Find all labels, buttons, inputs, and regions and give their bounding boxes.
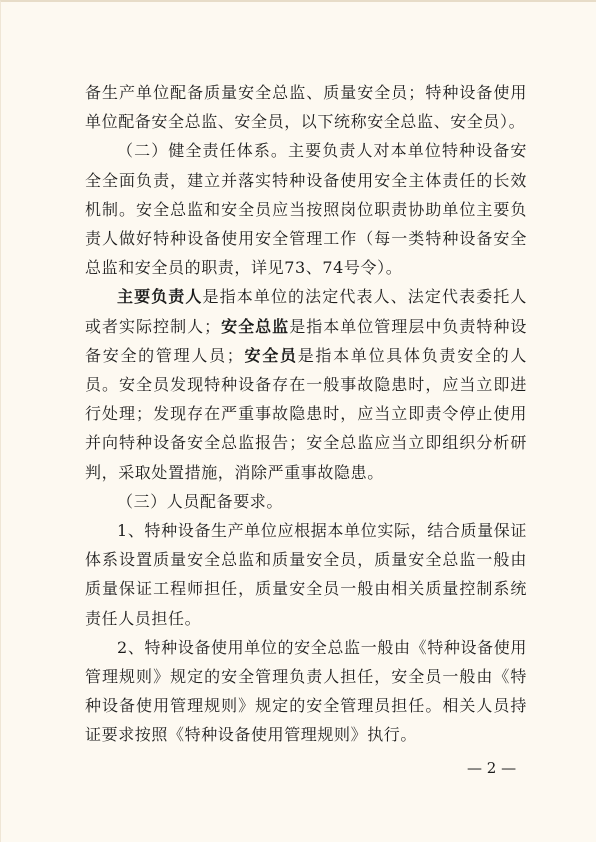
term-main-responsible-person: 主要负责人 <box>117 287 203 307</box>
paragraph-responsibility-system <box>85 136 527 282</box>
paragraph-user-units <box>85 633 527 750</box>
heading-text: （三）人员配备要求。 <box>117 491 284 511</box>
page-number: — 2 — <box>467 759 517 777</box>
paragraph-text: 是指本单位管理层中负责特种设备安全的管理人员； <box>85 316 527 365</box>
paragraph-text: 是指本单位的法定代表人、法定代表委托人或者实际控制人； <box>85 287 527 336</box>
paragraph-text: 备生产单位配备质量安全总监、质量安全员；特种设备使用单位配备安全总监、安全员，以下统称安全总监、安全员）。 <box>85 83 527 132</box>
paragraph-production-units <box>85 516 527 633</box>
term-safety-director: 安全总监 <box>220 316 290 336</box>
paragraph-text: 是指本单位具体负责安全的人员。安全员发现特种设备存在一般事故隐患时，应当立即进行处理；发现存在严重事故隐患时，应当立即责令停止使用并向特种设备安全总监报告；安全总监应当立即组织分析研判，采取处置措施，消除严重事故隐患。 <box>85 345 527 482</box>
section-heading-staffing <box>85 487 527 516</box>
term-safety-officer: 安全员 <box>243 345 298 365</box>
paragraph-text: （二）健全责任体系。主要负责人对本单位特种设备安全全面负责，建立并落实特种设备使用安全主体责任的长效机制。安全总监和安全员应当按照岗位职责协助单位主要负责人做好特种设备使用安全管理工作（每一类特种设备安全总监和安全员的职责，详见73、74号令）。 <box>85 141 527 278</box>
paragraph-text: 2、特种设备使用单位的安全总监一般由《特种设备使用管理规则》规定的安全管理负责人担任，安全员一般由《特种设备使用管理规则》规定的安全管理员担任。相关人员持证要求按照《特种设备使用管理规则》执行。 <box>85 637 527 745</box>
paragraph-text: 1、特种设备生产单位应根据本单位实际，结合质量保证体系设置质量安全总监和质量安全员，质量安全总监一般由质量保证工程师担任，质量安全员一般由相关质量控制系统责任人员担任。 <box>85 521 527 628</box>
document-body <box>85 78 527 750</box>
paragraph-role-definitions <box>85 282 527 486</box>
paragraph-continuation <box>85 78 527 136</box>
